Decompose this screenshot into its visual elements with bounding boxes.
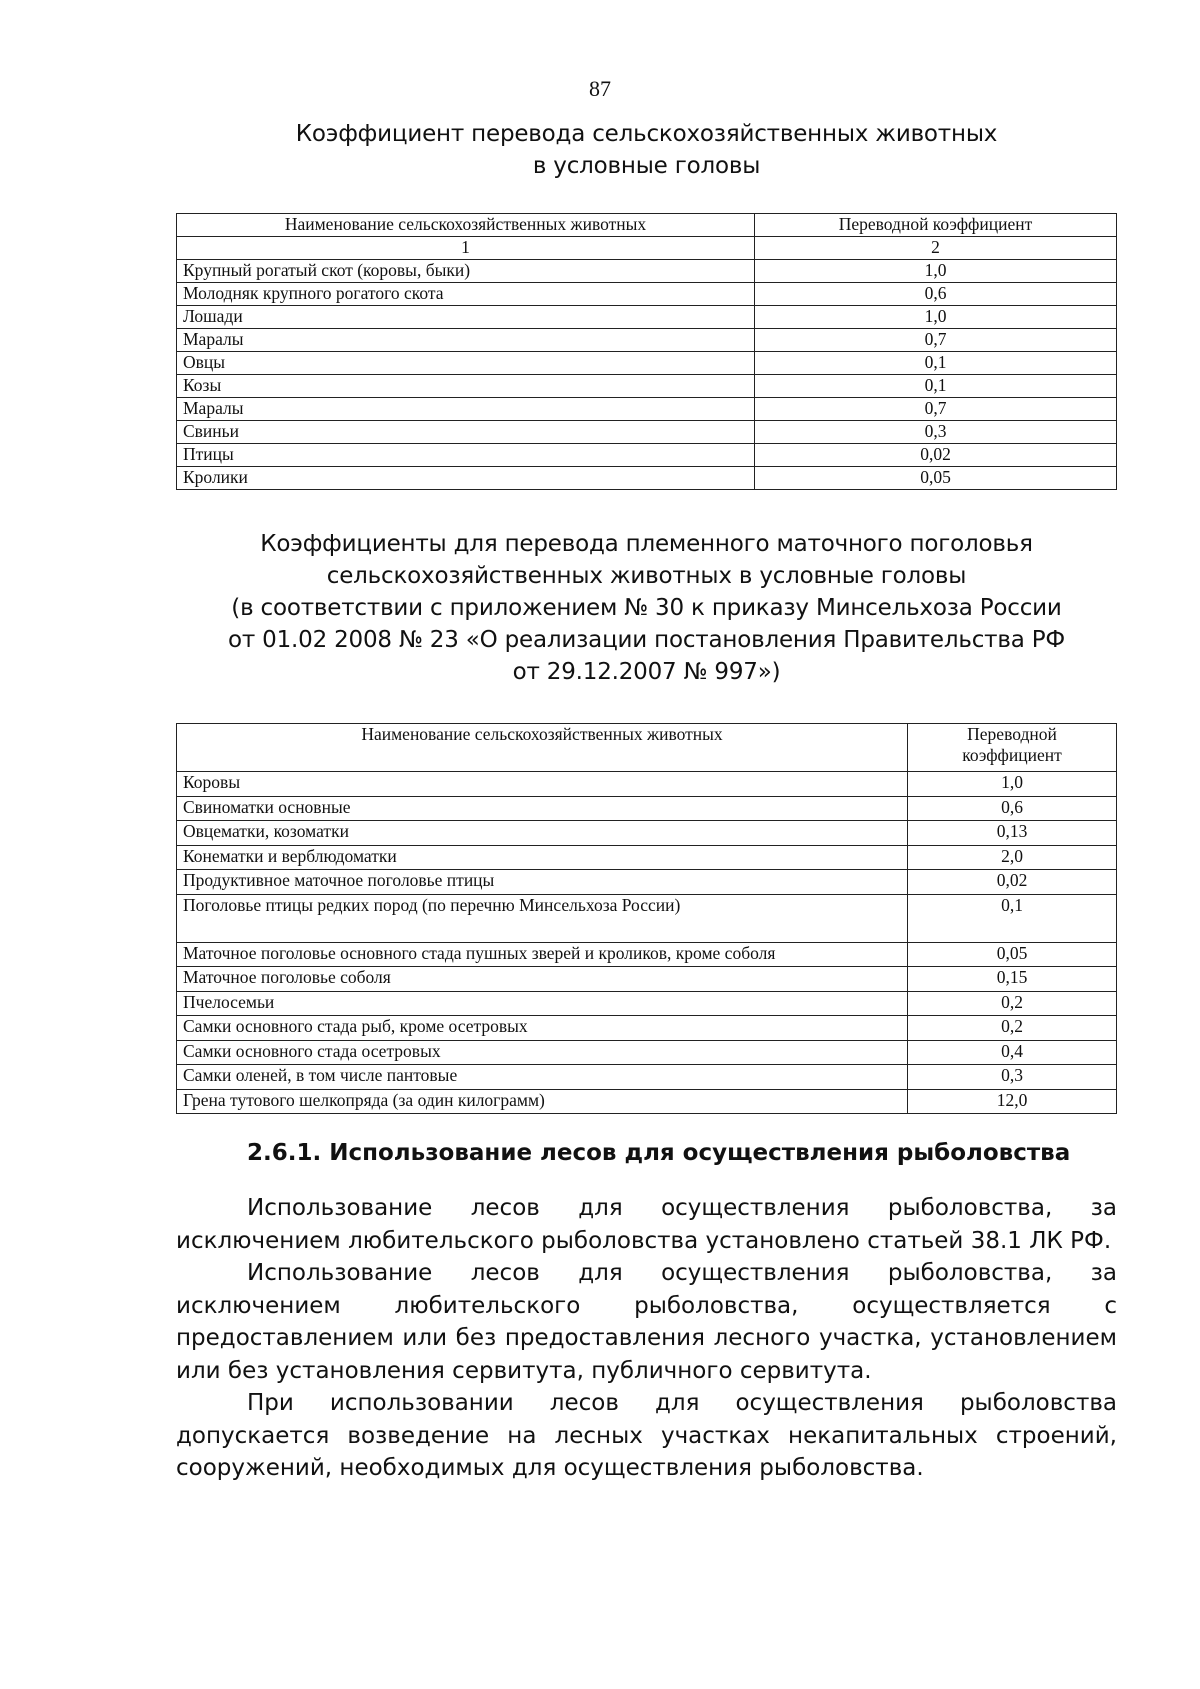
table2-title-line: (в соответствии с приложением № 30 к приказу Минсельхоза России (231, 595, 1062, 621)
coefficient-cell: 0,3 (755, 421, 1117, 444)
table1-title-line: в условные головы (532, 153, 761, 179)
table-row (177, 375, 1117, 398)
animal-name-cell: Маточное поголовье основного стада пушных зверей и кроликов, кроме соболя (177, 942, 908, 967)
animal-name-cell: Молодняк крупного рогатого скота (177, 283, 755, 306)
animal-name-cell: Овцематки, козоматки (177, 821, 908, 846)
coefficient-cell: 0,3 (908, 1065, 1117, 1090)
table-row (177, 821, 1117, 846)
table1-title-line: Коэффициент перевода сельскохозяйственных животных (295, 121, 998, 147)
animal-name-cell: Самки основного стада рыб, кроме осетровых (177, 1016, 908, 1041)
coefficient-cell: 0,7 (755, 398, 1117, 421)
table-row (177, 467, 1117, 490)
table-row (177, 260, 1117, 283)
coefficient-cell: 0,1 (908, 894, 1117, 942)
table2-title-line: от 29.12.2007 № 997») (512, 659, 781, 685)
coefficient-cell: 0,7 (755, 329, 1117, 352)
section-body (176, 1192, 1117, 1485)
table-row (177, 398, 1117, 421)
table-row (177, 894, 1117, 942)
table-row (177, 1016, 1117, 1041)
table-row (177, 942, 1117, 967)
table-row (177, 329, 1117, 352)
coefficient-cell: 0,02 (908, 870, 1117, 895)
table2-title-line: Коэффициенты для перевода племенного маточного поголовья (260, 531, 1033, 557)
animal-name-cell: Козы (177, 375, 755, 398)
animal-name-cell: Свиноматки основные (177, 796, 908, 821)
table2-title (176, 528, 1117, 688)
table-row (177, 772, 1117, 797)
coefficient-cell: 0,2 (908, 991, 1117, 1016)
livestock-coefficient-table (176, 213, 1117, 490)
table1-title (176, 118, 1117, 182)
coefficient-cell: 0,1 (755, 352, 1117, 375)
coefficient-cell: 0,02 (755, 444, 1117, 467)
paragraph: При использовании лесов для осуществления рыболовства допускается возведение на лесных участках некапитальных строений, сооружений, необходимых для осуществления рыболовства. (176, 1390, 1117, 1481)
animal-name-cell: Пчелосемьи (177, 991, 908, 1016)
table-row (177, 967, 1117, 992)
table-row (177, 870, 1117, 895)
column-number-row (177, 237, 1117, 260)
coefficient-cell: 1,0 (755, 260, 1117, 283)
header-cell: Наименование сельскохозяйственных животных (177, 724, 908, 772)
table-row (177, 352, 1117, 375)
table-row (177, 1089, 1117, 1114)
table-row (177, 1040, 1117, 1065)
coefficient-cell: 0,05 (755, 467, 1117, 490)
coefficient-cell: 0,4 (908, 1040, 1117, 1065)
header-line: коэффициент (962, 745, 1062, 765)
table-row (177, 991, 1117, 1016)
table-header-row (177, 214, 1117, 237)
table-row (177, 845, 1117, 870)
paragraph: Использование лесов для осуществления рыболовства, за исключением любительского рыболовства, осуществляется с предоставлением или без предоставления лесного участка, установлением или без установления сервитута, публичного сервитута. (176, 1260, 1117, 1384)
coefficient-cell: 0,1 (755, 375, 1117, 398)
coefficient-cell: 1,0 (755, 306, 1117, 329)
animal-name-cell: Маточное поголовье соболя (177, 967, 908, 992)
table-row (177, 421, 1117, 444)
animal-name-cell: Крупный рогатый скот (коровы, быки) (177, 260, 755, 283)
animal-name-cell: Овцы (177, 352, 755, 375)
paragraph: Использование лесов для осуществления рыболовства, за исключением любительского рыболовства установлено статьей 38.1 ЛК РФ. (176, 1195, 1117, 1254)
table2-title-line: от 01.02 2008 № 23 «О реализации постановления Правительства РФ (227, 627, 1066, 653)
animal-name-cell: Самки оленей, в том числе пантовые (177, 1065, 908, 1090)
table-row (177, 796, 1117, 821)
page-number: 87 (589, 76, 611, 101)
table-row (177, 283, 1117, 306)
header-line: Переводной (967, 724, 1057, 744)
coefficient-cell: 0,2 (908, 1016, 1117, 1041)
animal-name-cell: Лошади (177, 306, 755, 329)
breeding-stock-coefficient-table (176, 723, 1117, 1114)
column-number-cell: 2 (755, 237, 1117, 260)
header-cell: Переводной коэффициент (755, 214, 1117, 237)
coefficient-cell: 1,0 (908, 772, 1117, 797)
header-cell (908, 724, 1117, 772)
section-heading: 2.6.1. Использование лесов для осуществления рыболовства (247, 1140, 1071, 1166)
table-row (177, 444, 1117, 467)
animal-name-cell: Самки основного стада осетровых (177, 1040, 908, 1065)
coefficient-cell: 0,05 (908, 942, 1117, 967)
coefficient-cell: 0,6 (908, 796, 1117, 821)
table2-title-line: сельскохозяйственных животных в условные головы (326, 563, 967, 589)
animal-name-cell: Свиньи (177, 421, 755, 444)
coefficient-cell: 2,0 (908, 845, 1117, 870)
animal-name-cell: Коровы (177, 772, 908, 797)
animal-name-cell: Маралы (177, 398, 755, 421)
animal-name-cell: Грена тутового шелкопряда (за один килограмм) (177, 1089, 908, 1114)
header-cell: Наименование сельскохозяйственных животных (177, 214, 755, 237)
table-row (177, 1065, 1117, 1090)
column-number-cell: 1 (177, 237, 755, 260)
animal-name-cell: Маралы (177, 329, 755, 352)
coefficient-cell: 0,6 (755, 283, 1117, 306)
animal-name-cell: Кролики (177, 467, 755, 490)
coefficient-cell: 0,15 (908, 967, 1117, 992)
animal-name-cell: Конематки и верблюдоматки (177, 845, 908, 870)
animal-name-cell: Продуктивное маточное поголовье птицы (177, 870, 908, 895)
table-header-row (177, 724, 1117, 772)
coefficient-cell: 0,13 (908, 821, 1117, 846)
table-row (177, 306, 1117, 329)
animal-name-cell: Поголовье птицы редких пород (по перечню Минсельхоза России) (177, 894, 908, 942)
coefficient-cell: 12,0 (908, 1089, 1117, 1114)
animal-name-cell: Птицы (177, 444, 755, 467)
